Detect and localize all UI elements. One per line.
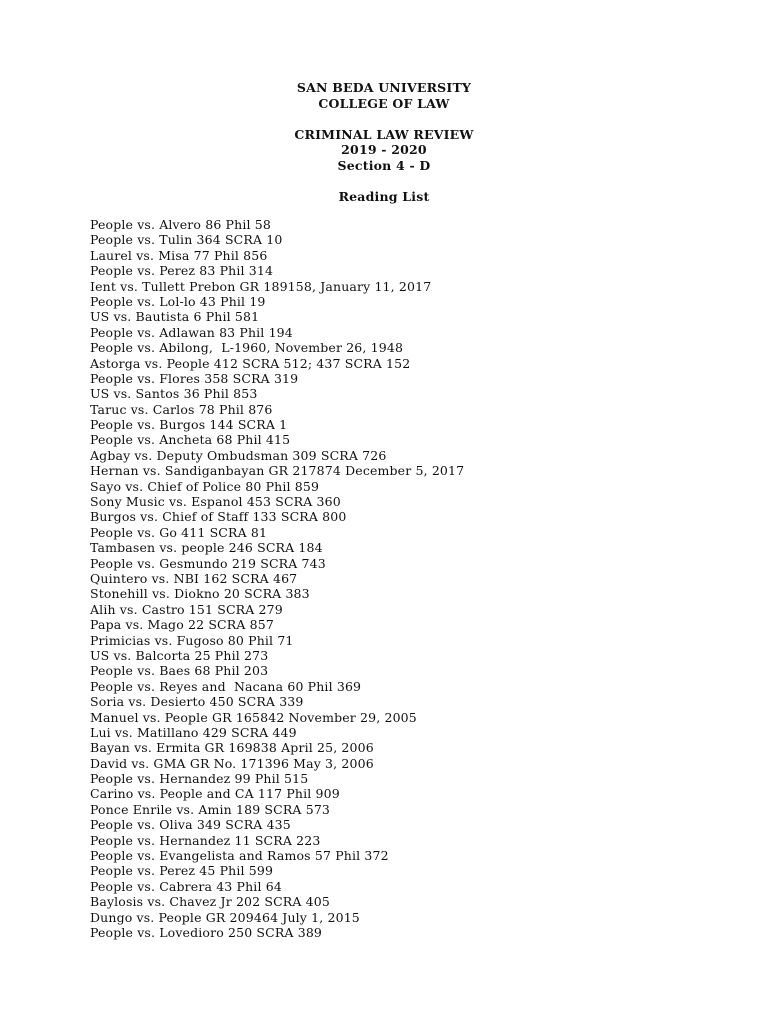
case-citation: Burgos vs. Chief of Staff 133 SCRA 800	[90, 509, 347, 525]
case-citation: People vs. Reyes and Nacana 60 Phil 369	[90, 678, 362, 694]
case-citation: US vs. Santos 36 Phil 853	[90, 386, 258, 402]
case-citation: David vs. GMA GR No. 171396 May 3, 2006	[90, 755, 374, 771]
case-citation: People vs. Lol-lo 43 Phil 19	[90, 293, 266, 309]
case-citation: People vs. Hernandez 99 Phil 515	[90, 771, 309, 787]
case-citation: Taruc vs. Carlos 78 Phil 876	[90, 401, 273, 417]
reading-list-title: Reading List	[338, 188, 430, 204]
case-citation: Hernan vs. Sandiganbayan GR 217874 December 5, 2017	[90, 463, 465, 479]
case-citation: People vs. Perez 45 Phil 599	[90, 863, 274, 879]
case-citation: Soria vs. Desierto 450 SCRA 339	[90, 694, 304, 710]
document-header	[0, 80, 768, 204]
case-citation: Sony Music vs. Espanol 453 SCRA 360	[90, 494, 341, 510]
university-name: SAN BEDA UNIVERSITY	[296, 80, 472, 95]
case-citation: People vs. Oliva 349 SCRA 435	[90, 817, 291, 833]
case-citation: Carino vs. People and CA 117 Phil 909	[90, 786, 340, 802]
case-citation: Tambasen vs. people 246 SCRA 184	[90, 540, 323, 556]
case-citation: People vs. Ancheta 68 Phil 415	[90, 432, 291, 448]
case-citation: Papa vs. Mago 22 SCRA 857	[90, 617, 274, 633]
case-citation: People vs. Gesmundo 219 SCRA 743	[90, 555, 326, 571]
case-citation: People vs. Abilong, L-1960, November 26, 1948	[90, 340, 404, 356]
case-citation: Quintero vs. NBI 162 SCRA 467	[90, 570, 298, 586]
case-citation: Stonehill vs. Diokno 20 SCRA 383	[90, 586, 310, 602]
reading-list	[90, 217, 690, 940]
case-citation: Dungo vs. People GR 209464 July 1, 2015	[90, 909, 360, 925]
case-citation: Ient vs. Tullett Prebon GR 189158, January 11, 2017	[90, 278, 432, 294]
case-citation: Lui vs. Matillano 429 SCRA 449	[90, 724, 297, 740]
case-citation: People vs. Hernandez 11 SCRA 223	[90, 832, 321, 848]
case-citation: People vs. Lovedioro 250 SCRA 389	[90, 924, 323, 940]
case-citation: Sayo vs. Chief of Police 80 Phil 859	[90, 478, 320, 494]
case-citation: Agbay vs. Deputy Ombudsman 309 SCRA 726	[90, 447, 387, 463]
case-citation: Astorga vs. People 412 SCRA 512; 437 SCRA 152	[90, 355, 411, 371]
case-citation: Laurel vs. Misa 77 Phil 856	[90, 247, 268, 263]
case-citation: Primicias vs. Fugoso 80 Phil 71	[90, 632, 294, 648]
case-citation: People vs. Perez 83 Phil 314	[90, 263, 274, 279]
case-citation: People vs. Baes 68 Phil 203	[90, 663, 269, 679]
college-name: COLLEGE OF LAW	[318, 95, 450, 111]
case-citation: People vs. Alvero 86 Phil 58	[90, 217, 271, 232]
case-citation: People vs. Tulin 364 SCRA 10	[90, 232, 283, 248]
case-citation: People vs. Burgos 144 SCRA 1	[90, 417, 288, 433]
course-title: CRIMINAL LAW REVIEW	[294, 126, 474, 142]
section-label: Section 4 - D	[337, 157, 431, 173]
case-citation: People vs. Flores 358 SCRA 319	[90, 370, 299, 386]
case-citation: People vs. Cabrera 43 Phil 64	[90, 878, 282, 894]
case-citation: People vs. Evangelista and Ramos 57 Phil 372	[90, 848, 389, 864]
case-citation: Ponce Enrile vs. Amin 189 SCRA 573	[90, 801, 331, 817]
case-citation: Manuel vs. People GR 165842 November 29, 2005	[90, 709, 417, 725]
school-year: 2019 - 2020	[341, 142, 427, 157]
case-citation: Baylosis vs. Chavez Jr 202 SCRA 405	[90, 894, 330, 910]
case-citation: US vs. Balcorta 25 Phil 273	[90, 647, 269, 663]
case-citation: People vs. Go 411 SCRA 81	[90, 524, 268, 540]
case-citation: Alih vs. Castro 151 SCRA 279	[90, 601, 283, 617]
case-citation: Bayan vs. Ermita GR 169838 April 25, 2006	[90, 740, 374, 756]
case-citation: US vs. Bautista 6 Phil 581	[90, 309, 260, 325]
header-spacer	[0, 173, 768, 189]
header-spacer	[0, 111, 768, 127]
case-citation: People vs. Adlawan 83 Phil 194	[90, 324, 293, 340]
